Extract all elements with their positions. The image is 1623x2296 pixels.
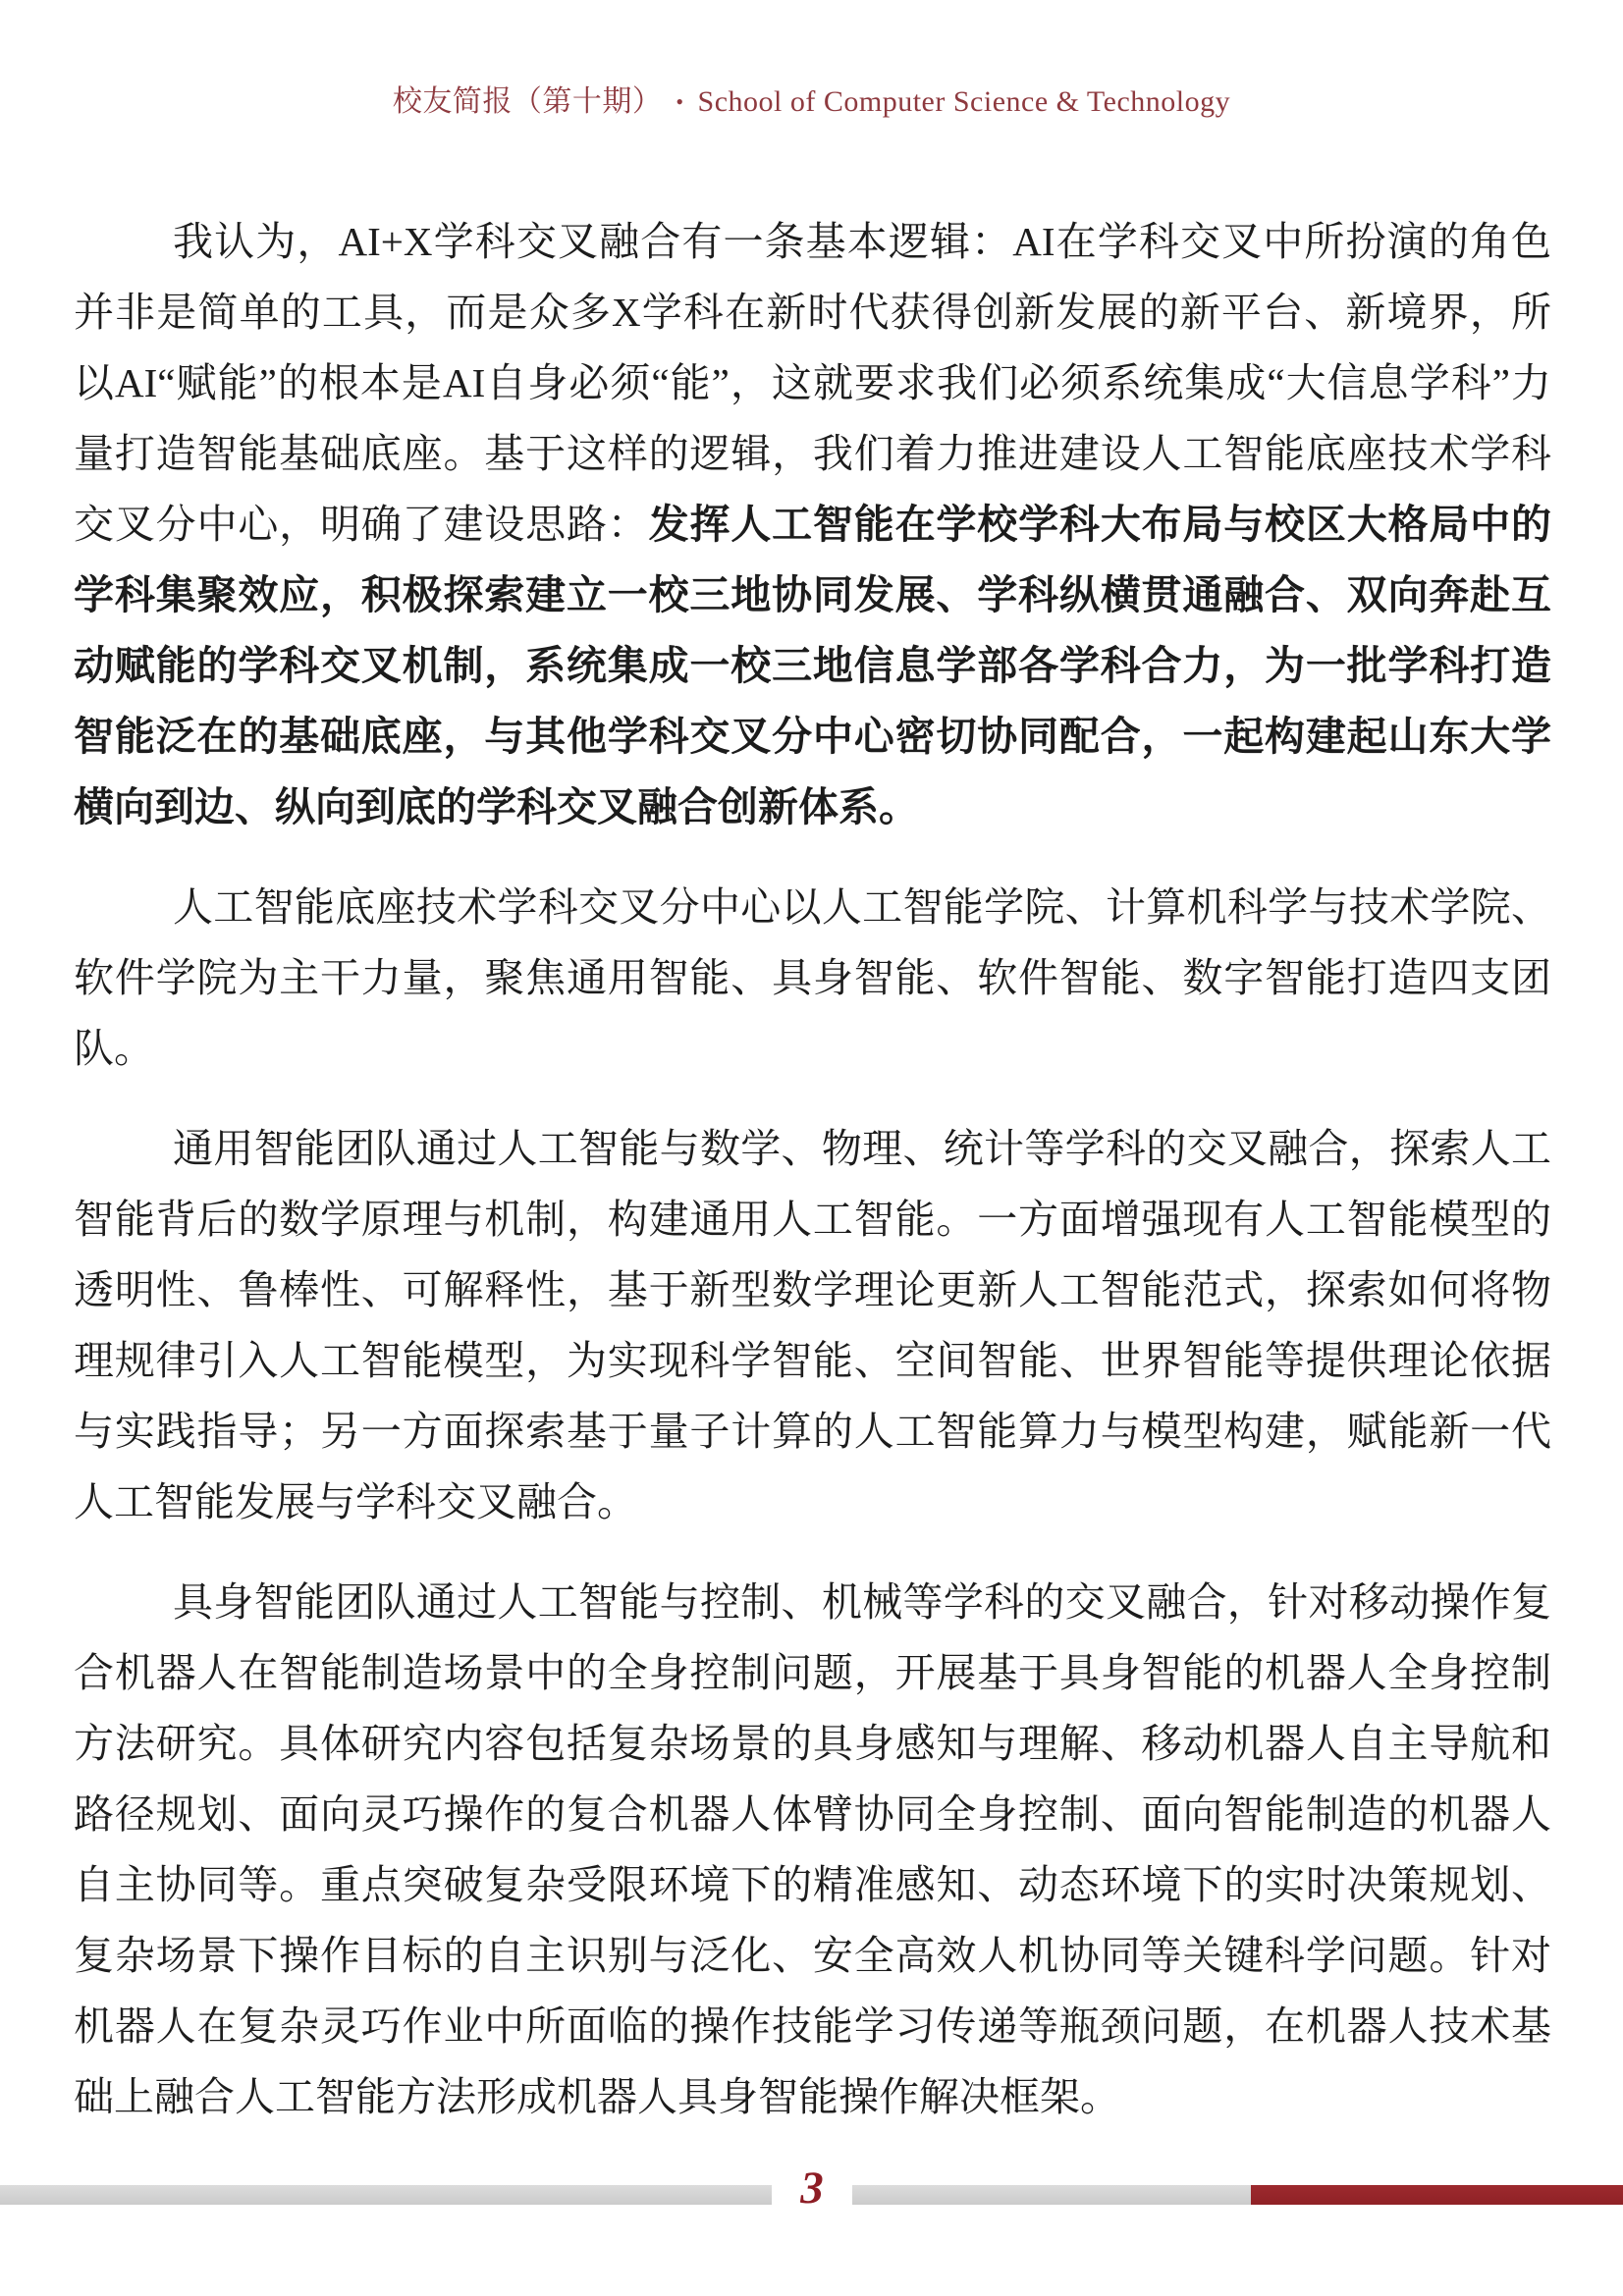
paragraph [74, 872, 1551, 1084]
header-separator-dot: • [676, 89, 684, 114]
page-number: 3 [800, 2163, 824, 2214]
header-title-en: School of Computer Science & Technology [697, 85, 1231, 118]
text-run: 我认为，AI+X学科交叉融合有一条基本逻辑：AI在学科交叉中所扮演的角色并非是简单的工具，而是众多X学科在新时代获得创新发展的新平台、新境界，所以AI“赋能”的根本是AI自身必须“能”，这就要求我们必须系统集成“大信息学科”力量打造智能基础底座。基于这样的逻辑，我们着力推进建设人工智能底座技术学科交叉分中心，明确了建设思路： [74, 219, 1551, 547]
bold-text-run: 发挥人工智能在学校学科大布局与校区大格局中的学科集聚效应，积极探索建立一校三地协同发展、学科纵横贯通融合、双向奔赴互动赋能的学科交叉机制，系统集成一校三地信息学部各学科合力，为一批学科打造智能泛在的基础底座，与其他学科交叉分中心密切协同配合，一起构建起山东大学横向到边、纵向到底的学科交叉融合创新体系。 [74, 502, 1552, 829]
paragraph [74, 1113, 1551, 1537]
header-title-cn: 校友简报（第十期） [392, 85, 663, 118]
body-text [74, 206, 1551, 2162]
paragraph [74, 206, 1551, 842]
text-run: 具身智能团队通过人工智能与控制、机械等学科的交叉融合，针对移动操作复合机器人在智能制造场景中的全身控制问题，开展基于具身智能的机器人全身控制方法研究。具体研究内容包括复杂场景的具身感知与理解、移动机器人自主导航和路径规划、面向灵巧操作的复合机器人体臂协同全身控制、面向智能制造的机器人自主协同等。重点突破复杂受限环境下的精准感知、动态环境下的实时决策规划、复杂场景下操作目标的自主识别与泛化、安全高效人机协同等关键科学问题。针对机器人在复杂灵巧作业中所面临的操作技能学习传递等瓶颈问题，在机器人技术基础上融合人工智能方法形成机器人具身智能操作解决框架。 [74, 1579, 1551, 2119]
paragraph [74, 1567, 1551, 2132]
footer-red-bar-right [1251, 2185, 1623, 2205]
text-run: 人工智能底座技术学科交叉分中心以人工智能学院、计算机科学与技术学院、软件学院为主干力量，聚焦通用智能、具身智能、软件智能、数字智能打造四支团队。 [74, 884, 1551, 1071]
page-header [0, 84, 1623, 120]
footer-gray-bar-middle [852, 2185, 1251, 2205]
footer-gray-bar-left [0, 2185, 772, 2205]
text-run: 通用智能团队通过人工智能与数学、物理、统计等学科的交叉融合，探索人工智能背后的数学原理与机制，构建通用人工智能。一方面增强现有人工智能模型的透明性、鲁棒性、可解释性，基于新型数学理论更新人工智能范式，探索如何将物理规律引入人工智能模型，为实现科学智能、空间智能、世界智能等提供理论依据与实践指导；另一方面探索基于量子计算的人工智能算力与模型构建，赋能新一代人工智能发展与学科交叉融合。 [74, 1126, 1551, 1524]
